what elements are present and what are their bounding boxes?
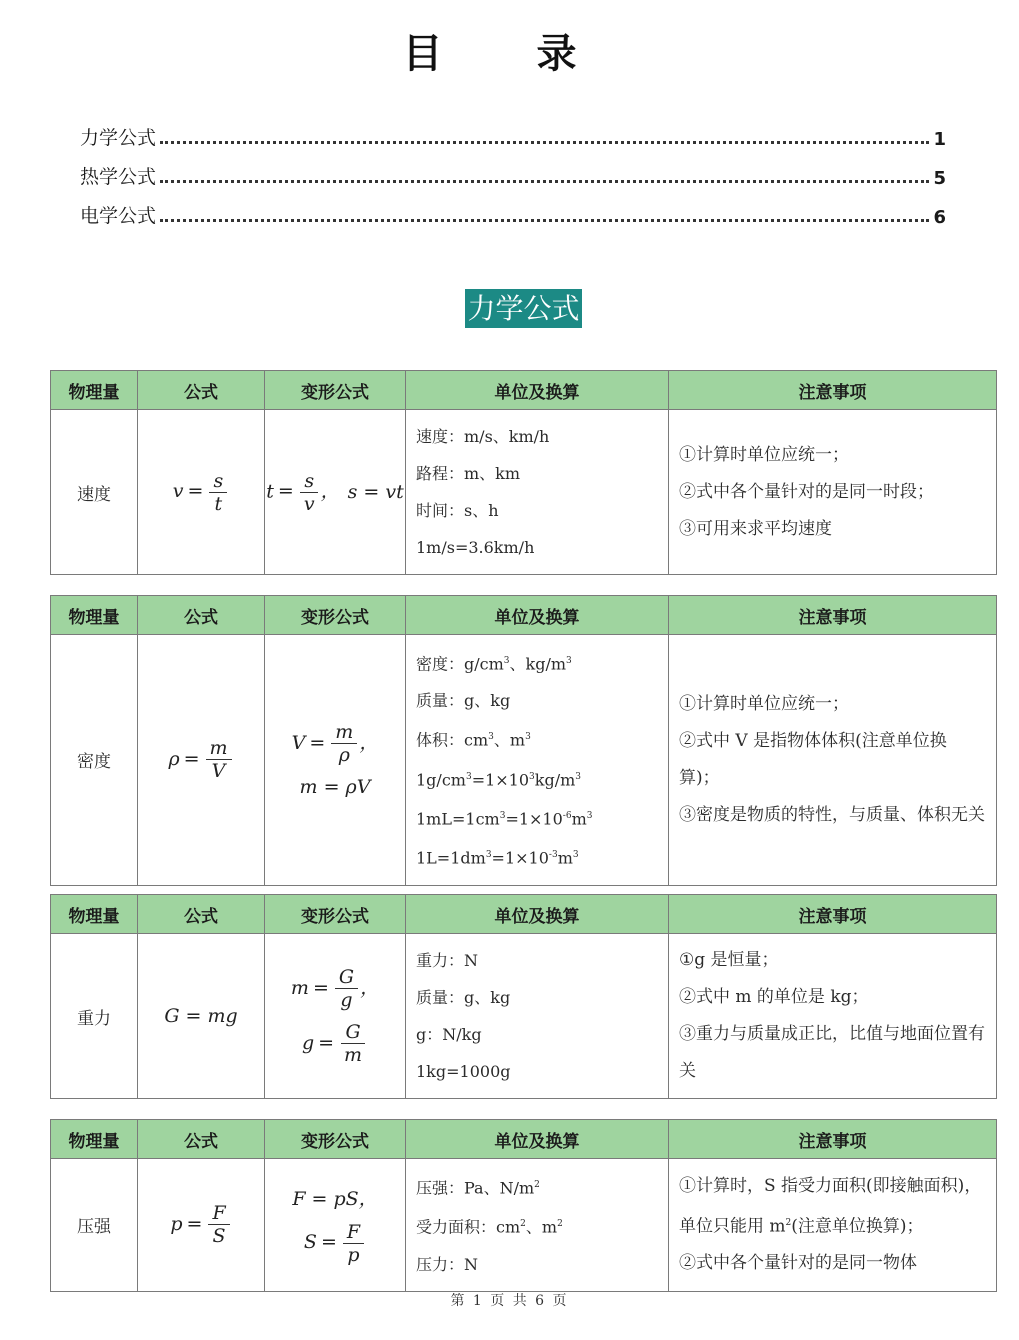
formula-cell: v = $\frac{s}{t}$ <box>138 410 265 575</box>
table-row <box>51 410 997 575</box>
notes-cell <box>669 410 997 575</box>
formula-table <box>50 1119 997 1292</box>
toc-entry-label: 力学公式 <box>80 127 157 149</box>
toc-entry[interactable] <box>80 120 946 150</box>
toc-entry[interactable] <box>80 159 946 189</box>
unit-line: 压力：N <box>416 1254 479 1274</box>
formula-cell: ρ = $\frac{m}{V}$ <box>138 635 265 886</box>
table-header-row <box>51 371 997 410</box>
table-row <box>51 1159 997 1292</box>
page-footer: 第 1 页 共 6 页 <box>450 1293 569 1309</box>
derived-formula-cell: t = $\frac{s}{v}$ ， s = vt <box>265 410 406 575</box>
note-line: ②式中各个量针对的是同一物体 <box>679 1253 917 1274</box>
formula-table <box>50 370 997 575</box>
units-cell <box>406 934 669 1099</box>
note-line: ①计算时，S 指受力面积(即接触面积)，单位只能用 $m^2$(注意单位换算)； <box>679 1175 982 1237</box>
column-header: 单位及换算 <box>406 1120 669 1159</box>
section-title: 力学公式 <box>465 289 582 328</box>
column-header: 单位及换算 <box>406 596 669 635</box>
column-header: 变形公式 <box>265 895 406 934</box>
formula-cell: G = mg <box>138 934 265 1099</box>
toc-leader-dots <box>160 141 929 144</box>
formula-table <box>50 894 997 1099</box>
note-line: ②式中 V 是指物体体积(注意单位换算)； <box>679 730 947 788</box>
unit-line: 路程：m、km <box>416 464 521 483</box>
unit-line: 1kg=1000g <box>416 1062 511 1081</box>
column-header: 注意事项 <box>669 371 997 410</box>
unit-line: 时间：s、h <box>416 501 499 520</box>
toc-entry[interactable] <box>80 198 946 228</box>
toc-leader-dots <box>160 180 929 183</box>
document-title: 目 录 <box>402 31 617 77</box>
unit-line: 1m/s=3.6km/h <box>416 538 535 557</box>
note-line: ②式中各个量针对的是同一时段； <box>679 481 934 502</box>
column-header: 物理量 <box>51 895 138 934</box>
column-header: 单位及换算 <box>406 895 669 934</box>
column-header: 物理量 <box>51 1120 138 1159</box>
derived-formula-cell: V = $\frac{m}{\rho}$ ， m = ρV <box>265 635 406 886</box>
note-line: ①计算时单位应统一； <box>679 693 849 714</box>
quantity-cell: 密度 <box>51 635 138 886</box>
formula-table <box>50 595 997 886</box>
derived-formula-cell: F = pS， S = $\frac{F}{p}$ <box>265 1159 406 1292</box>
derived-formula-cell: m = $\frac{G}{g}$ ， g = $\frac{G}{m}$ <box>265 934 406 1099</box>
note-line: ③可用来求平均速度 <box>679 518 832 539</box>
toc-entry-page: 5 <box>933 168 946 189</box>
column-header: 变形公式 <box>265 371 406 410</box>
quantity-cell: 压强 <box>51 1159 138 1292</box>
note-line: ③密度是物质的特性，与质量、体积无关 <box>679 804 985 825</box>
notes-cell <box>669 1159 997 1292</box>
column-header: 物理量 <box>51 596 138 635</box>
table-header-row <box>51 1120 997 1159</box>
column-header: 物理量 <box>51 371 138 410</box>
note-line: ②式中 m 的单位是 kg； <box>679 987 869 1007</box>
table-header-row <box>51 596 997 635</box>
notes-cell <box>669 635 997 886</box>
note-line: ①g 是恒量； <box>679 950 779 970</box>
unit-line: $1L=1dm^3=1\times 10^{-3}m^3$ <box>416 848 579 868</box>
unit-line: 体积：$cm^3$、$m^3$ <box>416 730 531 750</box>
notes-cell <box>669 934 997 1099</box>
toc-entry-page: 1 <box>933 129 946 150</box>
note-line: ③重力与质量成正比，比值与地面位置有关 <box>679 1024 985 1081</box>
unit-line: 重力：N <box>416 951 479 970</box>
units-cell <box>406 410 669 575</box>
units-cell <box>406 635 669 886</box>
column-header: 变形公式 <box>265 1120 406 1159</box>
unit-line: 速度：m/s、km/h <box>416 427 550 446</box>
toc-entry-label: 热学公式 <box>80 166 157 188</box>
table-row <box>51 635 997 886</box>
column-header: 公式 <box>138 895 265 934</box>
unit-line: g：N/kg <box>416 1025 482 1044</box>
column-header: 注意事项 <box>669 1120 997 1159</box>
unit-line: 压强：Pa、$N/m^2$ <box>416 1178 540 1198</box>
table-row <box>51 934 997 1099</box>
note-line: ①计算时单位应统一； <box>679 444 849 465</box>
toc-leader-dots <box>160 219 929 222</box>
units-cell <box>406 1159 669 1292</box>
quantity-cell: 速度 <box>51 410 138 575</box>
unit-line: 受力面积：$cm^2$、$m^2$ <box>416 1217 563 1237</box>
column-header: 公式 <box>138 1120 265 1159</box>
column-header: 变形公式 <box>265 596 406 635</box>
unit-line: 密度：$g/cm^3$、$kg/m^3$ <box>416 654 572 674</box>
unit-line: $1g/cm^3=1\times 10^3kg/m^3$ <box>416 769 582 789</box>
toc-entry-label: 电学公式 <box>80 205 157 227</box>
column-header: 注意事项 <box>669 596 997 635</box>
formula-cell: p = $\frac{F}{S}$ <box>138 1159 265 1292</box>
column-header: 公式 <box>138 596 265 635</box>
quantity-cell: 重力 <box>51 934 138 1099</box>
column-header: 单位及换算 <box>406 371 669 410</box>
unit-line: 质量：g、kg <box>416 988 511 1007</box>
table-header-row <box>51 895 997 934</box>
column-header: 注意事项 <box>669 895 997 934</box>
column-header: 公式 <box>138 371 265 410</box>
unit-line: 质量：g、kg <box>416 691 511 711</box>
toc-entry-page: 6 <box>933 207 946 228</box>
unit-line: $1mL=1cm^3=1\times 10^{-6}m^3$ <box>416 809 593 829</box>
